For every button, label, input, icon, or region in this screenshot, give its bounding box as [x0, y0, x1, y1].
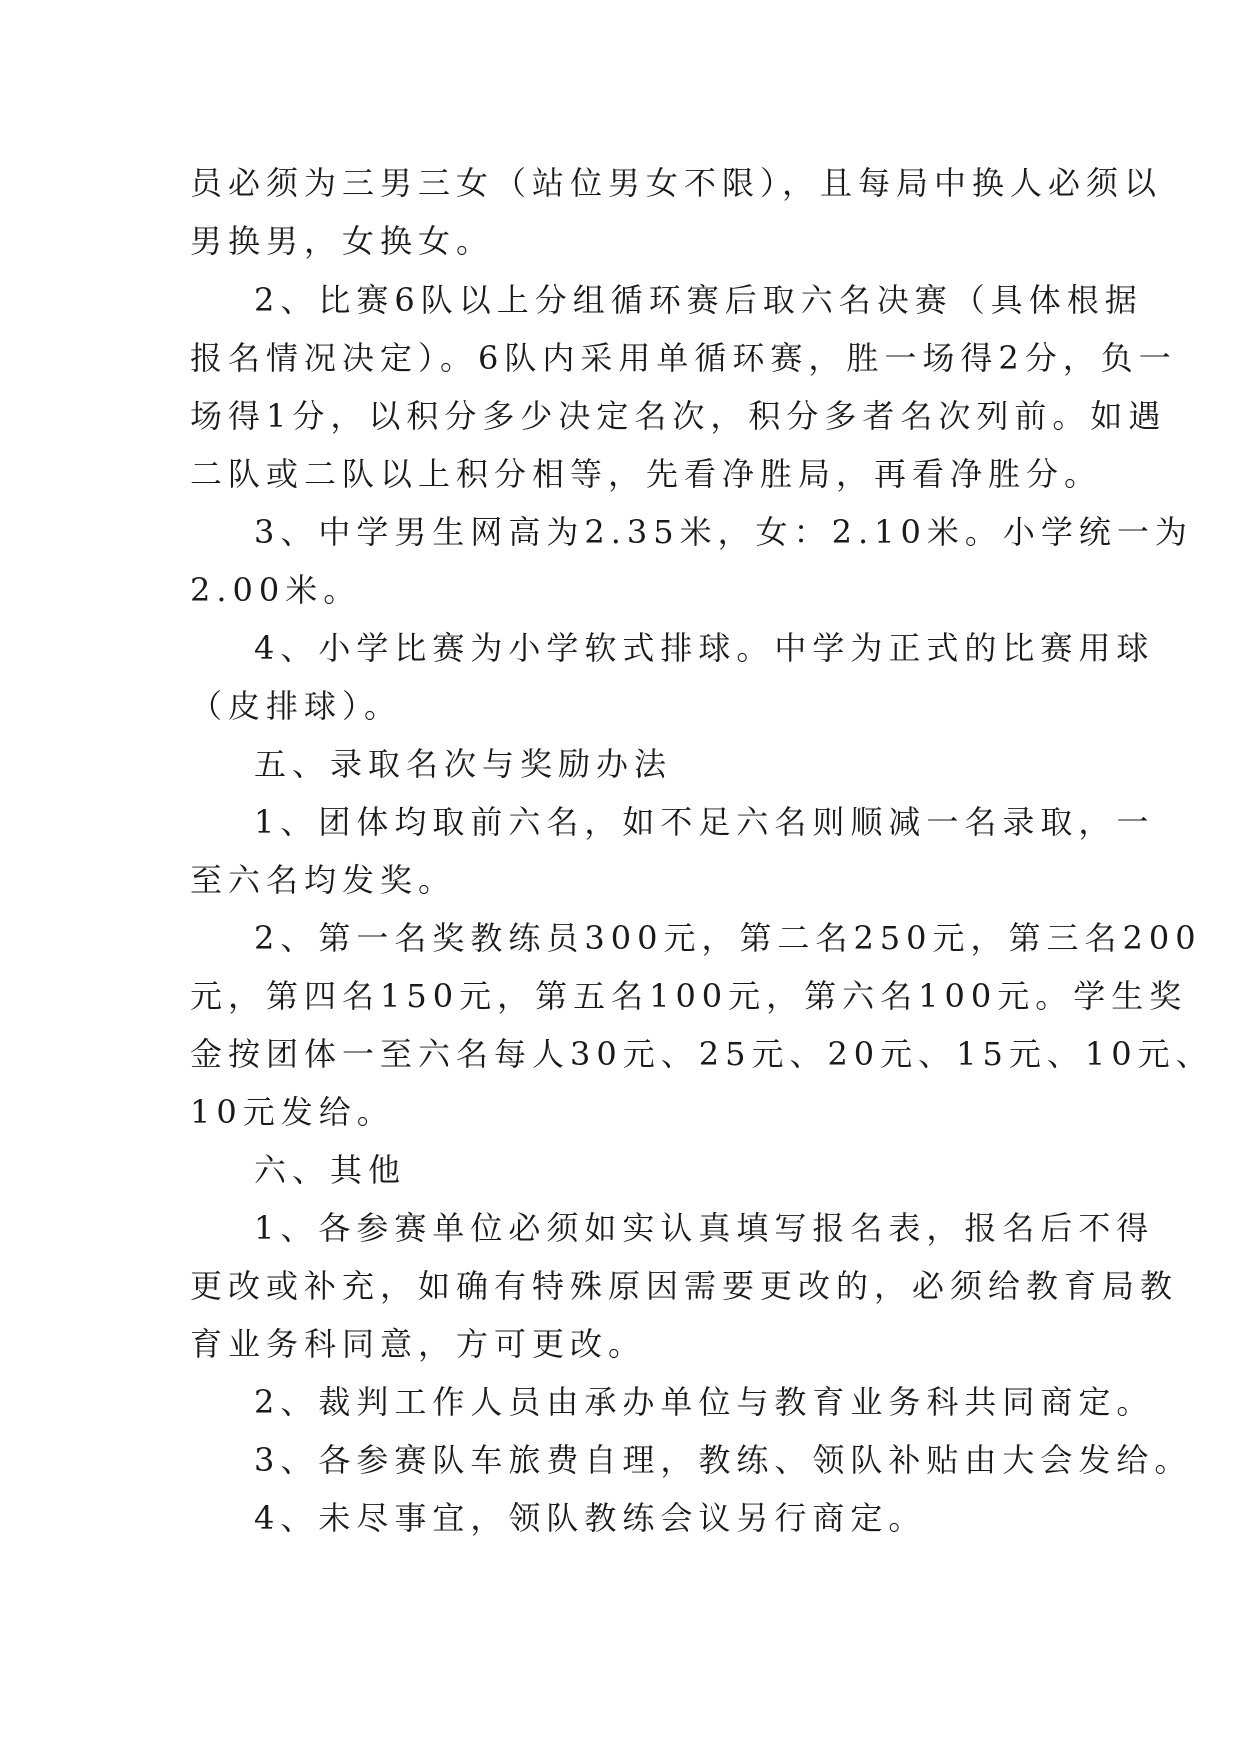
text-line: 4、未尽事宜，领队教练会议另行商定。: [254, 1499, 927, 1537]
text-line: 2、比赛6队以上分组循环赛后取六名决赛（具体根据: [254, 281, 1143, 319]
text-line: 至六名均发奖。: [190, 861, 457, 899]
text-line: 育业务科同意，方可更改。: [190, 1325, 647, 1363]
text-line: 员必须为三男三女（站位男女不限），且每局中换人必须以: [190, 164, 1163, 202]
text-line: 1、各参赛单位必须如实认真填写报名表，报名后不得: [254, 1209, 1155, 1247]
text-line: 10元发给。: [190, 1093, 395, 1131]
text-line: 3、各参赛队车旅费自理，教练、领队补贴由大会发给。: [254, 1441, 1193, 1479]
text-line: 2.00米。: [190, 571, 362, 609]
text-line: 2、裁判工作人员由承办单位与教育业务科共同商定。: [254, 1383, 1155, 1421]
text-line: 元，第四名150元，第五名100元，第六名100元。学生奖: [190, 977, 1188, 1015]
section-heading: 六、其他: [254, 1151, 407, 1189]
text-line: 4、小学比赛为小学软式排球。中学为正式的比赛用球: [254, 629, 1155, 667]
text-line: 1、团体均取前六名，如不足六名则顺减一名录取，一: [254, 803, 1155, 841]
text-line: 报名情况决定）。6队内采用单循环赛，胜一场得2分，负一: [190, 339, 1177, 377]
text-line: 男换男，女换女。: [190, 222, 495, 260]
text-line: 二队或二队以上积分相等，先看净胜局，再看净胜分。: [190, 455, 1103, 493]
text-line: 3、中学男生网高为2.35米，女：2.10米。小学统一为: [254, 513, 1193, 551]
text-line: 2、第一名奖教练员300元，第二名250元，第三名200: [254, 919, 1202, 957]
section-heading: 五、录取名次与奖励办法: [254, 745, 673, 783]
text-line: 场得1分，以积分多少决定名次，积分多者名次列前。如遇: [190, 397, 1167, 435]
text-line: 更改或补充，如确有特殊原因需要更改的，必须给教育局教: [190, 1267, 1179, 1305]
text-line: （皮排球）。: [190, 687, 403, 725]
text-line: 金按团体一至六名每人30元、25元、20元、15元、10元、: [190, 1035, 1214, 1073]
